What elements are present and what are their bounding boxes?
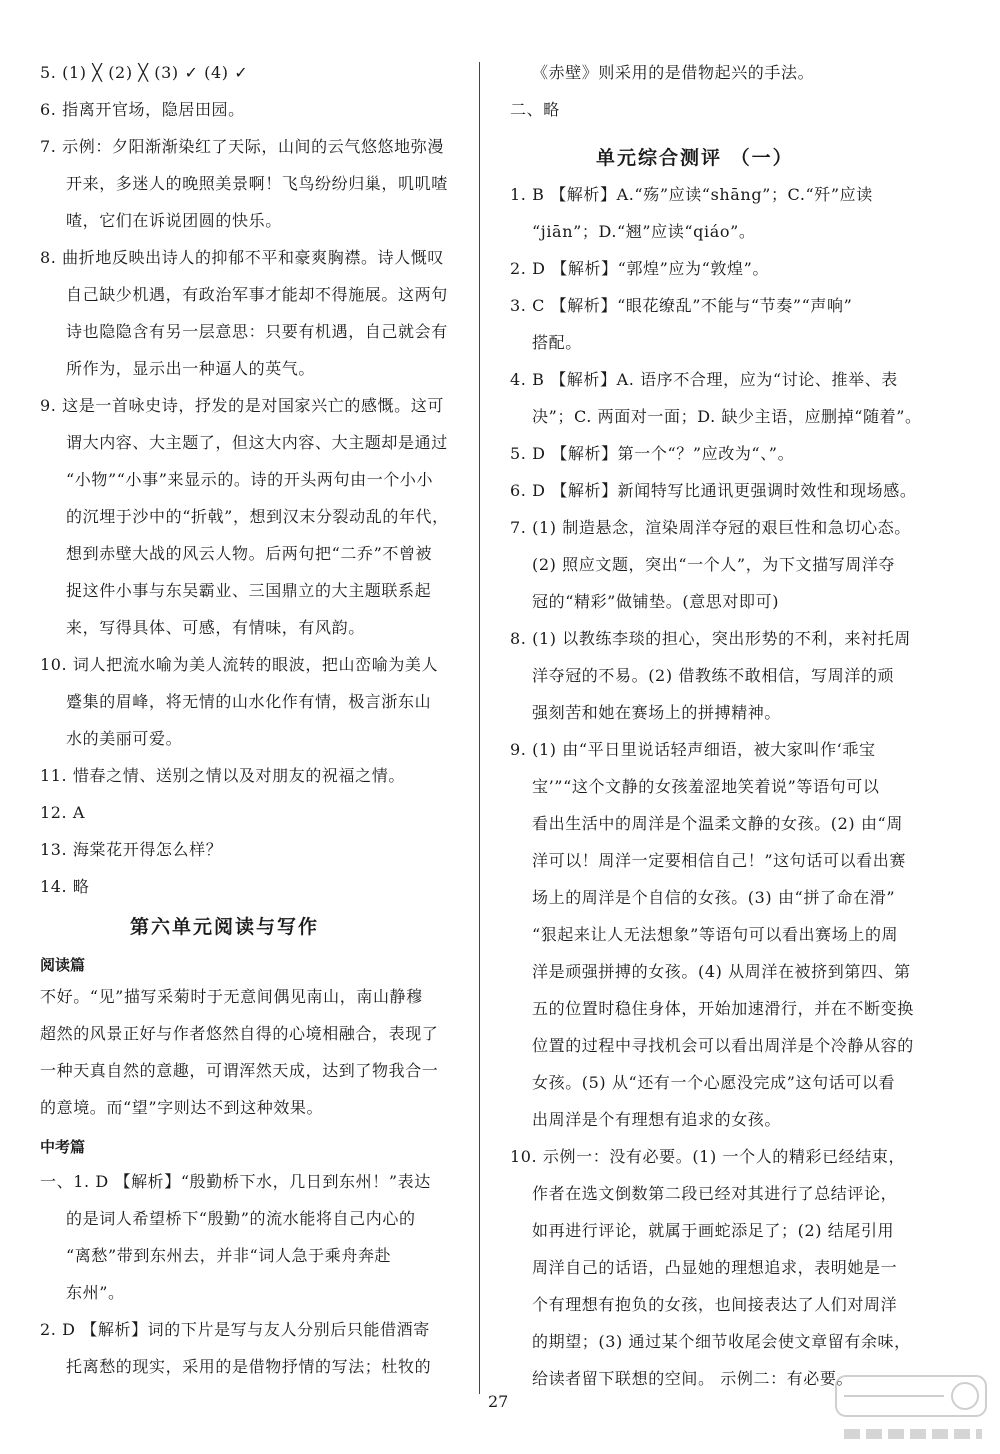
text-line: 14. 略 bbox=[40, 877, 90, 896]
text-line: 3. C 【解析】“眼花缭乱”不能与“节奏”“声响” bbox=[510, 296, 853, 315]
text-line: 女孩。(5) 从“还有一个心愿没完成”这句话可以看 bbox=[532, 1073, 896, 1092]
text-line: (2) 照应文题，突出“一个人”，为下文描写周洋夺 bbox=[532, 555, 896, 574]
section-title: 单元综合测评 （一） bbox=[596, 147, 794, 169]
text-line: 一种天真自然的意趣，可谓浑然天成，达到了物我合一 bbox=[40, 1061, 439, 1080]
text-line: 洋夺冠的不易。(2) 借教练不敢相信，写周洋的顽 bbox=[532, 666, 895, 685]
text-line: 场上的周洋是个自信的女孩。(3) 由“拼了命在滑” bbox=[532, 888, 896, 907]
text-line: 开来，多迷人的晚照美景啊！飞鸟纷纷归巢，叽叽喳 bbox=[66, 174, 448, 193]
reading-label: 阅读篇 bbox=[40, 956, 86, 974]
section-title: 第六单元阅读与写作 bbox=[130, 916, 320, 938]
text-line: 水的美丽可爱。 bbox=[66, 729, 183, 748]
text-line: 2. D 【解析】词的下片是写与友人分别后只能借酒寄 bbox=[40, 1320, 430, 1339]
text-line: 洋是顽强拼搏的女孩。(4) 从周洋在被挤到第四、第 bbox=[532, 962, 911, 981]
text-line: 个有理想有抱负的女孩，也间接表达了人们对周洋 bbox=[532, 1295, 898, 1314]
text-line: 决”；C. 两面对一面；D. 缺少主语，应删掉“随着”。 bbox=[532, 407, 922, 426]
text-line: 五的位置时稳住身体，开始加速滑行，并在不断变换 bbox=[532, 999, 914, 1018]
text-line: 想到赤壁大战的风云人物。后两句把“二乔”不曾被 bbox=[66, 544, 433, 563]
page-number: 27 bbox=[488, 1392, 509, 1411]
text-line: 不好。“见”描写采菊时于无意间偶见南山，南山静穆 bbox=[40, 987, 423, 1006]
text-line: 1. B 【解析】A.“殇”应读“shāng”；C.“歼”应读 bbox=[510, 185, 873, 204]
text-line: 诗也隐隐含有另一层意思：只要有机遇，自己就会有 bbox=[66, 322, 448, 341]
text-line: 二、略 bbox=[510, 100, 560, 119]
text-line: 洋可以！周洋一定要相信自己！”这句话可以看出赛 bbox=[532, 851, 906, 870]
text-line: “狠起来让人无法想象”等语句可以看出赛场上的周 bbox=[532, 925, 899, 944]
text-line: 11. 惜春之情、送别之情以及对朋友的祝福之情。 bbox=[40, 766, 405, 785]
text-line: 7. 示例：夕阳渐渐染红了天际，山间的云气悠悠地弥漫 bbox=[40, 137, 444, 156]
text-line: 5. D 【解析】第一个“？”应改为“、”。 bbox=[510, 444, 795, 463]
text-line: 看出生活中的周洋是个温柔文静的女孩。(2) 由“周 bbox=[532, 814, 903, 833]
text-line: 冠的“精彩”做铺垫。(意思对即可) bbox=[532, 592, 780, 611]
text-line: 自己缺少机遇，有政治军事才能却不得施展。这两句 bbox=[66, 285, 448, 304]
text-line: 搭配。 bbox=[532, 333, 582, 352]
text-line: 5. (1) ╳ (2) ╳ (3) ✓ (4) ✓ bbox=[40, 63, 249, 82]
text-line: 喳，它们在诉说团圆的快乐。 bbox=[66, 211, 282, 230]
text-line: 谓大内容、大主题了，但这大内容、大主题却是通过 bbox=[66, 433, 448, 452]
text-line: 强刻苦和她在赛场上的拼搏精神。 bbox=[532, 703, 782, 722]
watermark-logo bbox=[830, 1370, 995, 1450]
text-line: 蹙集的眉峰，将无情的山水化作有情，极言浙东山 bbox=[66, 692, 432, 711]
text-line: 宝’”“这个文静的女孩羞涩地笑着说”等语句可以 bbox=[532, 777, 880, 796]
text-line: 10. 示例一：没有必要。(1) 一个人的精彩已经结束， bbox=[510, 1147, 906, 1166]
text-line: 9. (1) 由“平日里说话轻声细语，被大家叫作‘乖宝 bbox=[510, 740, 876, 759]
text-line: 的是词人希望桥下“殷勤”的流水能将自己内心的 bbox=[66, 1209, 416, 1228]
text-line: 4. B 【解析】A. 语序不合理，应为“讨论、推举、表 bbox=[510, 370, 898, 389]
text-line: 托离愁的现实，采用的是借物抒情的写法；杜牧的 bbox=[66, 1357, 432, 1376]
text-line: 周洋自己的话语，凸显她的理想追求，表明她是一 bbox=[532, 1258, 898, 1277]
text-line: 所作为，显示出一种逼人的英气。 bbox=[66, 359, 316, 378]
exam-label: 中考篇 bbox=[40, 1138, 86, 1156]
text-line: 一、1. D 【解析】“殷勤桥下水，几日到东州！”表达 bbox=[40, 1172, 431, 1191]
text-line: 6. D 【解析】新闻特写比通讯更强调时效性和现场感。 bbox=[510, 481, 917, 500]
text-line: 10. 词人把流水喻为美人流转的眼波，把山峦喻为美人 bbox=[40, 655, 439, 674]
text-line: 出周洋是个有理想有追求的女孩。 bbox=[532, 1110, 782, 1129]
text-line: 7. (1) 制造悬念，渲染周洋夺冠的艰巨性和急切心态。 bbox=[510, 518, 911, 537]
text-line: 8. 曲折地反映出诗人的抑郁不平和豪爽胸襟。诗人慨叹 bbox=[40, 248, 444, 267]
text-line: 如再进行评论，就属于画蛇添足了；(2) 结尾引用 bbox=[532, 1221, 895, 1240]
text-line: “离愁”带到东州去，并非“词人急于乘舟奔赴 bbox=[66, 1246, 392, 1265]
text-line: 给读者留下联想的空间。 示例二：有必要。 bbox=[532, 1369, 854, 1388]
text-line: 超然的风景正好与作者悠然自得的心境相融合，表现了 bbox=[40, 1024, 439, 1043]
text-line: 的期望；(3) 通过某个细节收尾会使文章留有余味， bbox=[532, 1332, 911, 1351]
text-line: “小物”“小事”来显示的。诗的开头两句由一个小小 bbox=[66, 470, 434, 489]
text-line: 12. A bbox=[40, 803, 86, 822]
text-line: 来，写得具体、可感，有情味，有风韵。 bbox=[66, 618, 365, 637]
text-line: 的意境。而“望”字则达不到这种效果。 bbox=[40, 1098, 324, 1117]
text-line: 捉这件小事与东吴霸业、三国鼎立的大主题联系起 bbox=[66, 581, 432, 600]
text-line: 9. 这是一首咏史诗，抒发的是对国家兴亡的感慨。这可 bbox=[40, 396, 444, 415]
text-line: 位置的过程中寻找机会可以看出周洋是个冷静从容的 bbox=[532, 1036, 914, 1055]
text-line: 8. (1) 以教练李琰的担心，突出形势的不利，来衬托周 bbox=[510, 629, 911, 648]
text-line: 13. 海棠花开得怎么样？ bbox=[40, 840, 223, 859]
watermark-graphic bbox=[830, 1370, 995, 1450]
text-line: 《赤壁》则采用的是借物起兴的手法。 bbox=[532, 63, 815, 82]
text-line: 作者在选文倒数第二段已经对其进行了总结评论， bbox=[532, 1184, 898, 1203]
column-divider bbox=[479, 62, 480, 1394]
text-line: 的沉埋于沙中的“折戟”，想到汉末分裂动乱的年代， bbox=[66, 507, 449, 526]
text-line: 6. 指离开官场，隐居田园。 bbox=[40, 100, 245, 119]
text-line: 2. D 【解析】“郭煌”应为“敦煌”。 bbox=[510, 259, 769, 278]
text-line: 东州”。 bbox=[66, 1283, 125, 1302]
text-line: “jiān”；D.“翘”应读“qiáo”。 bbox=[532, 222, 756, 241]
